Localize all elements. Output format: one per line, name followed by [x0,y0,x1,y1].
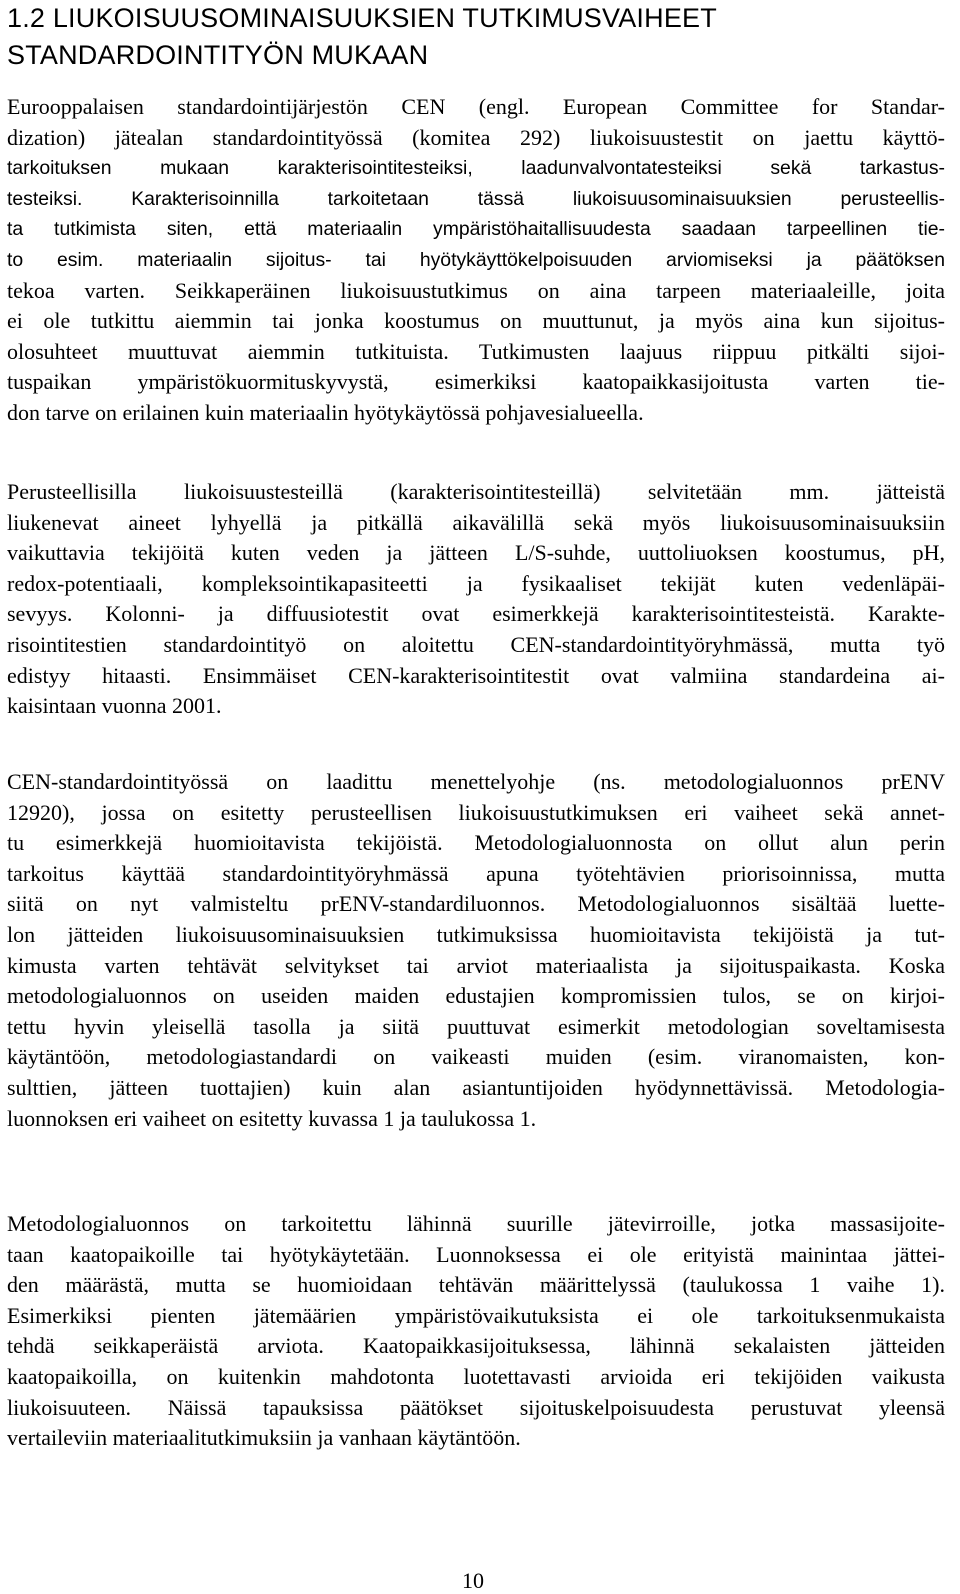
paragraph-line: kaisintaan vuonna 2001. [7,693,222,719]
paragraph-line: tarkoituksen mukaan karakterisointitesteiksi, laadunvalvontatesteiksi sekä tarkastus- [7,157,945,180]
paragraph-methodology-scope [7,1209,945,1454]
paragraph-line: liukoisuuteen. Näissä tapauksissa päätökset sijoituskelpoisuudesta perustuvat yleensä [7,1394,945,1420]
paragraph-line: ei ole tutkittu aiemmin tai jonka koostumus on muuttunut, ja myös aina kun sijoitus- [7,308,945,334]
paragraph-line: tettu hyvin yleisellä tasolla ja siitä puuttuvat esimerkit metodologian soveltamisesta [7,1013,945,1039]
paragraph-characterization-tests [7,477,945,722]
paragraph-line: Metodologialuonnos on tarkoitettu lähinnä suurille jätevirroille, jotka massasijoite- [7,1211,945,1236]
paragraph-line: Esimerkiksi pienten jätemäärien ympäristövaikutuksista ei ole tarkoituksenmukaista [7,1302,945,1328]
paragraph-line: don tarve on erilainen kuin materiaalin hyötykäytössä pohjavesialueella. [7,399,644,425]
paragraph-line: vertaileviin materiaalitutkimuksiin ja vanhaan käytäntöön. [7,1425,521,1451]
paragraph-line: edistyy hitaasti. Ensimmäiset CEN-karakterisointitestit ovat valmiina standardeina ai- [7,662,945,688]
paragraph-line: Perusteellisilla liukoisuustesteillä (karakterisointitesteillä) selvitetään mm. jätteistä [7,479,945,504]
paragraph-line: CEN-standardointityössä on laadittu menettelyohje (ns. metodologialuonnos prENV [7,769,945,794]
paragraph-line: tehdä seikkaperäistä arviota. Kaatopaikkasijoituksessa, lähinnä sekalaisten jätteiden [7,1333,945,1359]
paragraph-line: redox-potentiaali, kompleksointikapasiteetti ja fysikaaliset tekijät kuten vedenläpäi- [7,570,945,596]
paragraph-line: olosuhteet muuttuvat aiemmin tutkituista. Tutkimusten laajuus riippuu pitkälti sijoi- [7,338,945,364]
section-heading-line-2: STANDARDOINTITYÖN MUKAAN [7,40,429,70]
paragraph-line: to esim. materiaalin sijoitus- tai hyötykäyttökelpoisuuden arviomiseksi ja päätöksen [7,248,945,271]
paragraph-line: kimusta varten tehtävät selvitykset tai arviot materiaalista ja sijoituspaikasta. Koska [7,952,945,978]
paragraph-line: dization) jätealan standardointityössä (komitea 292) liukoisuustestit on jaettu käyttö- [7,124,945,150]
section-heading-line-1: 1.2 LIUKOISUUSOMINAISUUKSIEN TUTKIMUSVAIHEET [7,3,717,33]
paragraph-line: tarkoitus käyttää standardointityöryhmässä apuna työtehtävien priorisoinnissa, mutta [7,860,945,886]
paragraph-line: vaikuttavia tekijöitä kuten veden ja jätteen L/S-suhde, uuttoliuoksen koostumus, pH, [7,540,945,566]
paragraph-line: luonnoksen eri vaiheet on esitetty kuvassa 1 ja taulukossa 1. [7,1105,537,1131]
paragraph-line: taan kaatopaikoille tai hyötykäytetään. Luonnoksessa ei ole erityistä mainintaa jättei- [7,1241,945,1267]
paragraph-line: sevyys. Kolonni- ja diffuusiotestit ovat esimerkkejä karakterisointitesteistä. Karakte- [7,601,945,627]
paragraph-line: kaatopaikoilla, on kuitenkin mahdotonta luotettavasti arvioida eri tekijöiden vaikusta [7,1363,945,1389]
paragraph-line: tuspaikan ympäristökuormituskyvystä, esimerkiksi kaatopaikkasijoitusta varten tie- [7,369,945,395]
paragraph-line: liukenevat aineet lyhyellä ja pitkällä aikavälillä sekä myös liukoisuusominaisuuksiin [7,509,945,535]
paragraph-line: Eurooppalaisen standardointijärjestön CEN (engl. European Committee for Standar- [7,94,945,119]
paragraph-line: tu esimerkkejä huomioitavista tekijöistä. Metodologialuonnosta on ollut alun perin [7,830,945,856]
paragraph-methodology-draft [7,767,945,1134]
paragraph-line: lon jätteiden liukoisuusominaisuuksien tutkimuksissa huomioitavista tekijöistä ja tut- [7,921,945,947]
paragraph-line: risointitestien standardointityö on aloitettu CEN-standardointityöryhmässä, mutta työ [7,631,945,657]
paragraph-line: testeiksi. Karakterisoinnilla tarkoitetaan tässä liukoisuusominaisuuksien perusteellis- [7,187,945,210]
paragraph-line: ta tutkimista siten, että materiaalin ympäristöhaitallisuudesta saadaan tarpeellinen tie- [7,218,945,241]
paragraph-cen-standardization [7,92,945,429]
paragraph-line: tekoa varten. Seikkaperäinen liukoisuustutkimus on aina tarpeen materiaaleille, joita [7,277,945,303]
paragraph-line: sulttien, jätteen tuottajien) kuin alan asiantuntijoiden hyödynnettävissä. Metodologia- [7,1074,945,1100]
paragraph-line: käytäntöön, metodologiastandardi on vaikeasti muiden (esim. viranomaisten, kon- [7,1044,945,1070]
paragraph-line: den määrästä, mutta se huomioidaan tehtävän määrittelyssä (taulukossa 1 vaihe 1). [7,1272,945,1298]
section-heading [7,0,945,74]
paragraph-line: 12920), jossa on esitetty perusteellisen liukoisuustutkimuksen eri vaiheet sekä annet- [7,799,945,825]
page-number: 10 [462,1568,484,1593]
document-page [7,0,945,1451]
paragraph-line: siitä on nyt valmisteltu prENV-standardiluonnos. Metodologialuonnos sisältää luette- [7,891,945,917]
paragraph-line: metodologialuonnos on useiden maiden edustajien kompromissien tulos, se on kirjoi- [7,983,945,1009]
